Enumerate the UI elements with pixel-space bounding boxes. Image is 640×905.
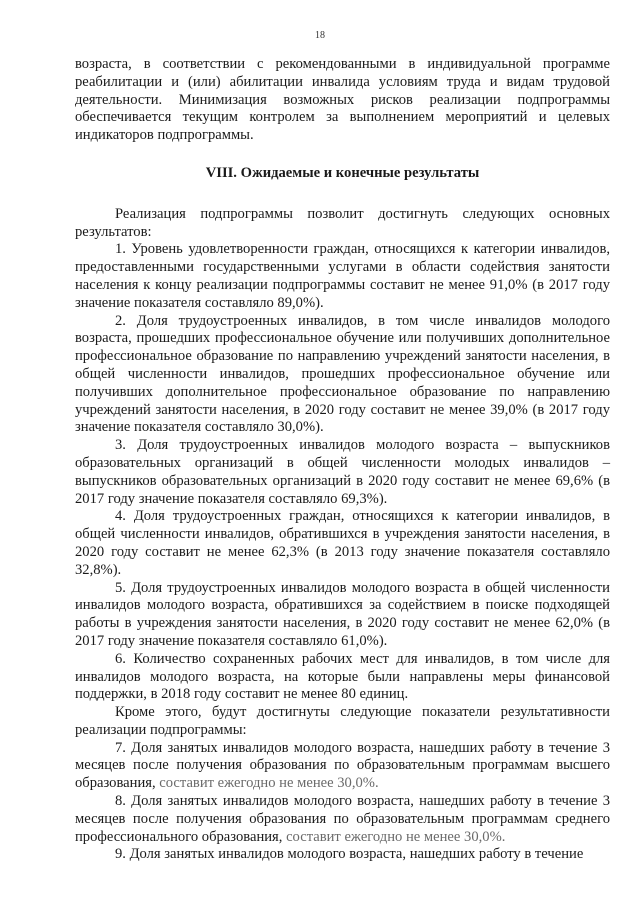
- intro-paragraph: возраста, в соответствии с рекомендованными в индивидуальной программе реабилитации и (или) абилитации инвалида условиям труда и видам трудовой деятельности. Минимизация возможных рисков реализации подпрограммы обеспечивается текущим контролем за выполнением мероприятий и целевых индикаторов подпрограммы.: [75, 56, 610, 144]
- result-item-8-tail: составит ежегодно не менее 30,0%.: [286, 828, 506, 845]
- document-body: [75, 56, 610, 864]
- result-item-5: 5. Доля трудоустроенных инвалидов молодого возраста в общей численности инвалидов молодого возраста, обратившихся за содействием в поиске подходящей работы в учреждения занятости населения, в 2020 году составит не менее 62,0% (в 2017 году значение показателя составляло 61,0%).: [75, 579, 610, 649]
- result-item-6: 6. Количество сохраненных рабочих мест для инвалидов, в том числе для инвалидов молодого возраста, на которые были направлены меры финансовой поддержки, в 2018 году составит не менее 80 единиц.: [75, 650, 610, 703]
- result-item-8: [75, 793, 610, 846]
- lead-paragraph: Реализация подпрограммы позволит достигнуть следующих основных результатов:: [75, 205, 610, 240]
- result-item-7: [75, 740, 610, 793]
- result-item-4: 4. Доля трудоустроенных граждан, относящихся к категории инвалидов, в общей численности инвалидов, обратившихся в учреждения занятости населения, в 2020 году составит не менее 62,3% (в 2013 году значение показателя составляло 32,8%).: [75, 508, 610, 578]
- result-item-9: 9. Доля занятых инвалидов молодого возраста, нашедших работу в течение: [115, 846, 584, 863]
- result-item-7-main: 7. Доля занятых инвалидов молодого возраста, нашедших работу в течение 3 месяцев после получения образования по образовательным программам высшего образования,: [75, 739, 610, 792]
- result-item-8-main: 8. Доля занятых инвалидов молодого возраста, нашедших работу в течение 3 месяцев после получения образования по образовательным программам среднего профессионального образования,: [75, 793, 610, 845]
- result-item-2: 2. Доля трудоустроенных инвалидов, в том числе инвалидов молодого возраста, прошедших профессиональное обучение или получивших дополнительное профессиональное образование по направлению учреждений занятости населения, в общей численности инвалидов, прошедших профессиональное обучение или получивших дополнительное профессиональное образование по направлению учреждений занятости населения, в 2020 году составит не менее 39,0% (в 2017 году значение показателя составляло 30,0%).: [75, 312, 610, 436]
- result-item-3: 3. Доля трудоустроенных инвалидов молодого возраста – выпускников образовательных организаций в общей численности молодых инвалидов – выпускников образовательных организаций в 2020 году составит не менее 69,6% (в 2017 году значение показателя составляло 69,3%).: [75, 437, 610, 507]
- page-number: 18: [315, 30, 325, 41]
- result-item-1: 1. Уровень удовлетворенности граждан, относящихся к категории инвалидов, предоставленными государственными услугами в области содействия занятости населения к концу реализации подпрограммы составит не менее 91,0% (в 2017 году значение показателя составляло 89,0%).: [75, 241, 610, 311]
- result-item-7-tail: составит ежегодно не менее 30,0%.: [159, 775, 379, 792]
- additional-lead-paragraph: Кроме этого, будут достигнуты следующие показатели результативности реализации подпрограммы:: [75, 704, 610, 738]
- section-heading: VIII. Ожидаемые и конечные результаты: [205, 164, 480, 181]
